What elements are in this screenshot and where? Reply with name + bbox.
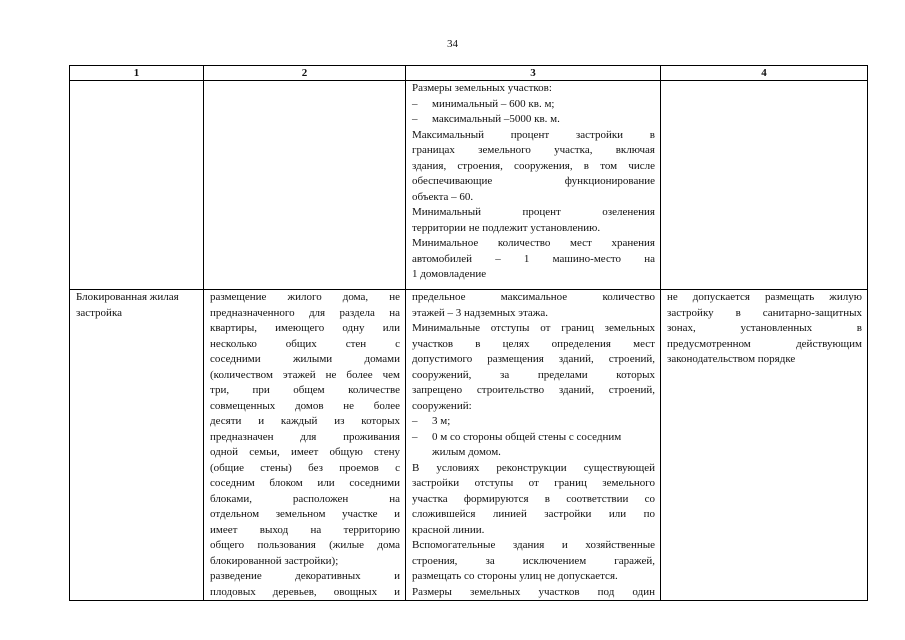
min-green-line: Минимальный процент озеленения: [412, 206, 655, 218]
row1-col1-cell: [70, 81, 204, 290]
column-header-1: 1: [70, 66, 204, 81]
row2-col1-cell: [70, 290, 204, 601]
restriction-line: зонах, установленных в: [667, 322, 862, 334]
restriction-line: предусмотренном действующим: [667, 337, 862, 350]
use-description-line: совмещенных домов не более: [210, 399, 400, 412]
setbacks-line: сооружений, за пределами которых: [412, 368, 655, 381]
use-description-line: несколько общих стен с: [210, 337, 400, 350]
auxiliary-line: Вспомогательные здания и хозяйственные: [412, 539, 655, 551]
regulations-table: [69, 65, 868, 601]
use-description-line: общего пользования (жилые дома: [210, 539, 400, 551]
dash-marker: –: [412, 97, 418, 110]
min-area-text: минимальный – 600 кв. м;: [432, 97, 555, 110]
use-description-line: квартиры, имеющего одну или: [210, 322, 400, 334]
use-description-line: плодовых деревьев, овощных и: [210, 585, 400, 598]
setback-text: жилым домом.: [432, 446, 501, 458]
max-percent-line: обеспечивающие функционирование: [412, 175, 655, 187]
row2-col3-cell: [406, 290, 661, 601]
use-description-line: (общие стены) без проемов с: [210, 461, 400, 474]
row1-col2-cell: [204, 81, 406, 290]
plot-size-line: Размеры земельных участков под один: [412, 585, 655, 598]
row2-col2-cell: [204, 290, 406, 601]
auxiliary-line: строения, за исключением гаражей,: [412, 554, 655, 567]
auxiliary-line: размещать со стороны улиц не допускается.: [412, 570, 618, 582]
restriction-line: законодательством порядке: [667, 353, 796, 365]
use-type-name: Блокированная жилая застройка: [76, 291, 179, 319]
use-description-line: соседними жилыми домами: [210, 353, 400, 365]
max-percent-line: здания, строения, сооружения, в том числе: [412, 159, 655, 172]
setback-text: 0 м со стороны общей стены с соседним: [432, 430, 622, 443]
dash-marker: –: [412, 113, 418, 125]
setbacks-line: сооружений:: [412, 399, 472, 412]
use-description-line: размещение жилого дома, не: [210, 291, 400, 303]
setbacks-line: Минимальные отступы от границ земельных: [412, 322, 655, 334]
dash-marker: –: [412, 430, 418, 443]
use-description-line: разведение декоративных и: [210, 570, 400, 582]
max-floors-line: этажей – 3 надземных этажа.: [412, 306, 549, 319]
use-description-line: одной семьи, имеет общую стену: [210, 446, 400, 458]
use-description-line: три, при общем количестве: [210, 384, 400, 396]
use-description-line: блоками, расположен на: [210, 492, 400, 505]
dash-marker: –: [412, 415, 418, 427]
reconstruction-line: В условиях реконструкции существующей: [412, 461, 655, 474]
setbacks-line: участков в целях определения мест: [412, 337, 655, 350]
table-row: [70, 81, 868, 290]
table-header-row: [70, 66, 868, 81]
column-header-2: 2: [204, 66, 406, 81]
row1-col3-cell: [406, 81, 661, 290]
use-description-line: имеет выход на территорию: [210, 523, 400, 536]
use-description-line: блокированной застройки);: [210, 554, 339, 567]
max-area-text: максимальный –5000 кв. м.: [432, 113, 560, 125]
use-description-line: отдельном земельном участке и: [210, 508, 400, 520]
column-header-4: 4: [661, 66, 868, 81]
use-description-line: предназначен для проживания: [210, 430, 400, 443]
use-description-line: соседним блоком или соседними: [210, 477, 400, 489]
reconstruction-line: застройки отступы от границ земельного: [412, 477, 655, 489]
max-percent-line: Максимальный процент застройки в: [412, 128, 655, 141]
reconstruction-line: красной линии.: [412, 523, 485, 536]
min-parking-line: Минимальное количество мест хранения: [412, 237, 655, 249]
reconstruction-line: участка формируются в соответствии со: [412, 492, 655, 505]
use-description-line: предназначенного для раздела на: [210, 306, 400, 319]
use-description-line: десяти и каждый из которых: [210, 415, 400, 427]
plot-sizes-title: Размеры земельных участков:: [412, 82, 552, 94]
row1-col4-cell: [661, 81, 868, 290]
restriction-line: застройку в санитарно-защитных: [667, 306, 862, 319]
min-parking-line: автомобилей – 1 машино-место на: [412, 252, 655, 265]
max-percent-line: границах земельного участка, включая: [412, 144, 655, 156]
restriction-line: не допускается размещать жилую: [667, 291, 862, 303]
setback-item-1: [412, 414, 655, 430]
reconstruction-line: сложившейся линией застройки или по: [412, 508, 655, 520]
min-parking-line: 1 домовладение: [412, 268, 487, 280]
page-number: 34: [447, 38, 458, 50]
setback-item-2: [412, 430, 655, 446]
column-header-3: 3: [406, 66, 661, 81]
setbacks-line: допустимого размещения зданий, строений,: [412, 353, 655, 365]
table-row: [70, 290, 868, 601]
use-description-line: (количеством этажей не более чем: [210, 368, 400, 381]
min-area-item: [412, 97, 655, 113]
min-green-line: территории не подлежит установлению.: [412, 221, 601, 234]
setbacks-line: запрещено строительство зданий, строений,: [412, 384, 655, 396]
max-percent-line: объекта – 60.: [412, 190, 474, 203]
max-area-item: [412, 112, 655, 128]
max-floors-line: предельное максимальное количество: [412, 291, 655, 303]
setback-text: 3 м;: [432, 415, 451, 427]
row2-col4-cell: [661, 290, 868, 601]
